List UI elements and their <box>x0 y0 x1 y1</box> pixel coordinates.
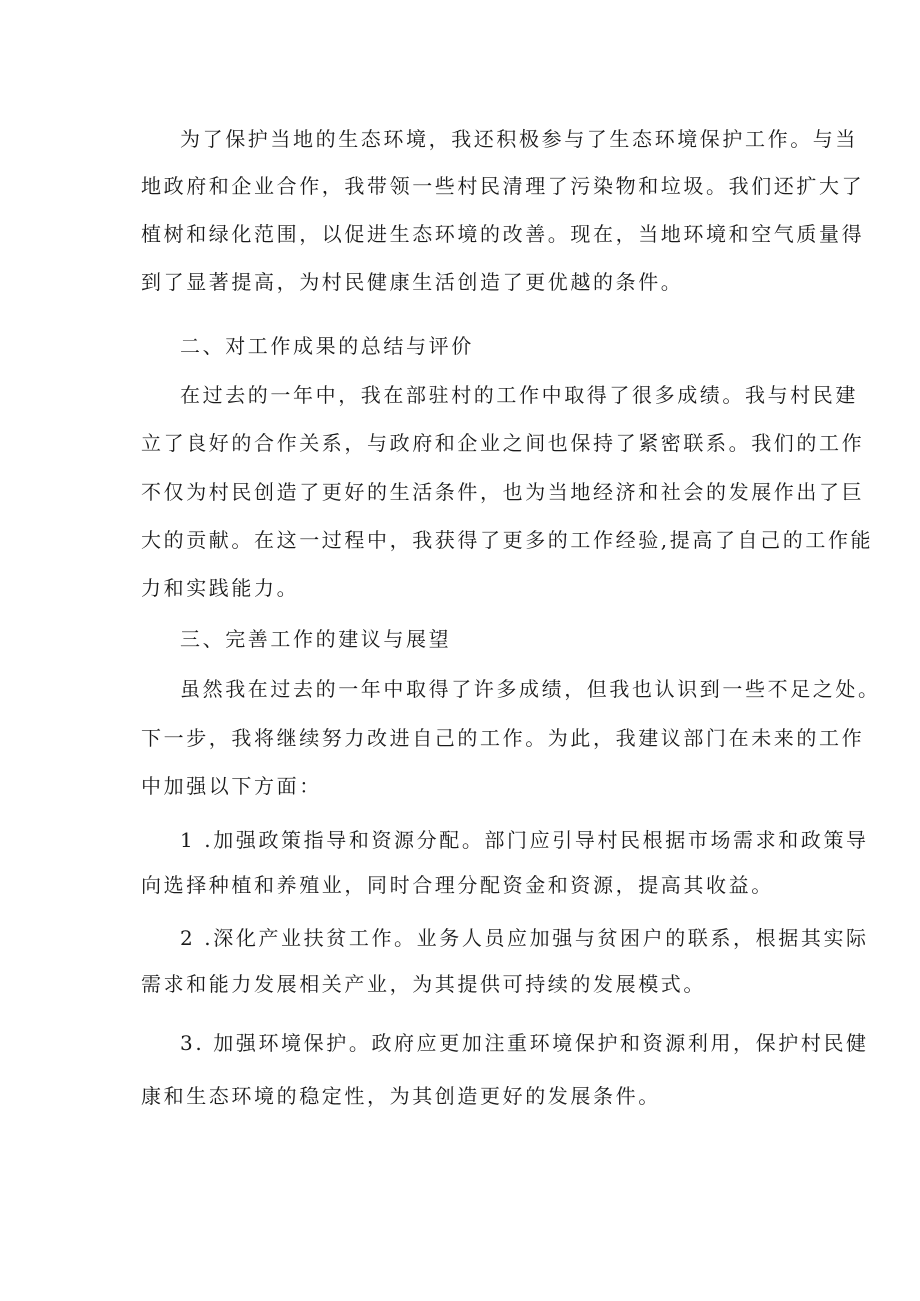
text-line: 3. 加强环境保护。政府应更加注重环境保护和资源利用，保护村民健 <box>180 1031 869 1055</box>
text-line: 力和实践能力。 <box>141 576 300 600</box>
text-line: 康和生态环境的稳定性，为其创造更好的发展条件。 <box>141 1084 661 1108</box>
section-heading-2: 二、对工作成果的总结与评价 <box>180 334 474 358</box>
text-line: 向选择种植和养殖业，同时合理分配资金和资源，提高其收益。 <box>141 873 774 897</box>
text-line: 下一步，我将继续努力改进自己的工作。为此，我建议部门在未来的工作 <box>141 726 865 750</box>
text-line: 在过去的一年中，我在部驻村的工作中取得了很多成绩。我与村民建 <box>180 383 858 407</box>
text-line: 不仅为村民创造了更好的生活条件，也为当地经济和社会的发展作出了巨 <box>141 480 865 504</box>
text-line: 需求和能力发展相关产业，为其提供可持续的发展模式。 <box>141 972 706 996</box>
text-line: 立了良好的合作关系，与政府和企业之间也保持了紧密联系。我们的工作 <box>141 431 865 455</box>
text-line: 2 .深化产业扶贫工作。业务人员应加强与贫困户的联系，根据其实际 <box>180 926 869 950</box>
text-line: 大的贡献。在这一过程中，我获得了更多的工作经验,提高了自己的工作能 <box>141 528 874 552</box>
text-line: 虽然我在过去的一年中取得了许多成绩，但我也认识到一些不足之处。 <box>180 677 881 701</box>
text-line: 地政府和企业合作，我带领一些村民清理了污染物和垃圾。我们还扩大了 <box>141 174 865 198</box>
text-line: 植树和绿化范围，以促进生态环境的改善。现在，当地环境和空气质量得 <box>141 222 865 246</box>
text-line: 1 .加强政策指导和资源分配。部门应引导村民根据市场需求和政策导 <box>180 828 869 852</box>
text-line: 到了显著提高，为村民健康生活创造了更优越的条件。 <box>141 270 684 294</box>
text-line: 中加强以下方面： <box>141 774 322 798</box>
section-heading-3: 三、完善工作的建议与展望 <box>180 627 452 651</box>
text-line: 为了保护当地的生态环境，我还积极参与了生态环境保护工作。与当 <box>180 127 858 151</box>
